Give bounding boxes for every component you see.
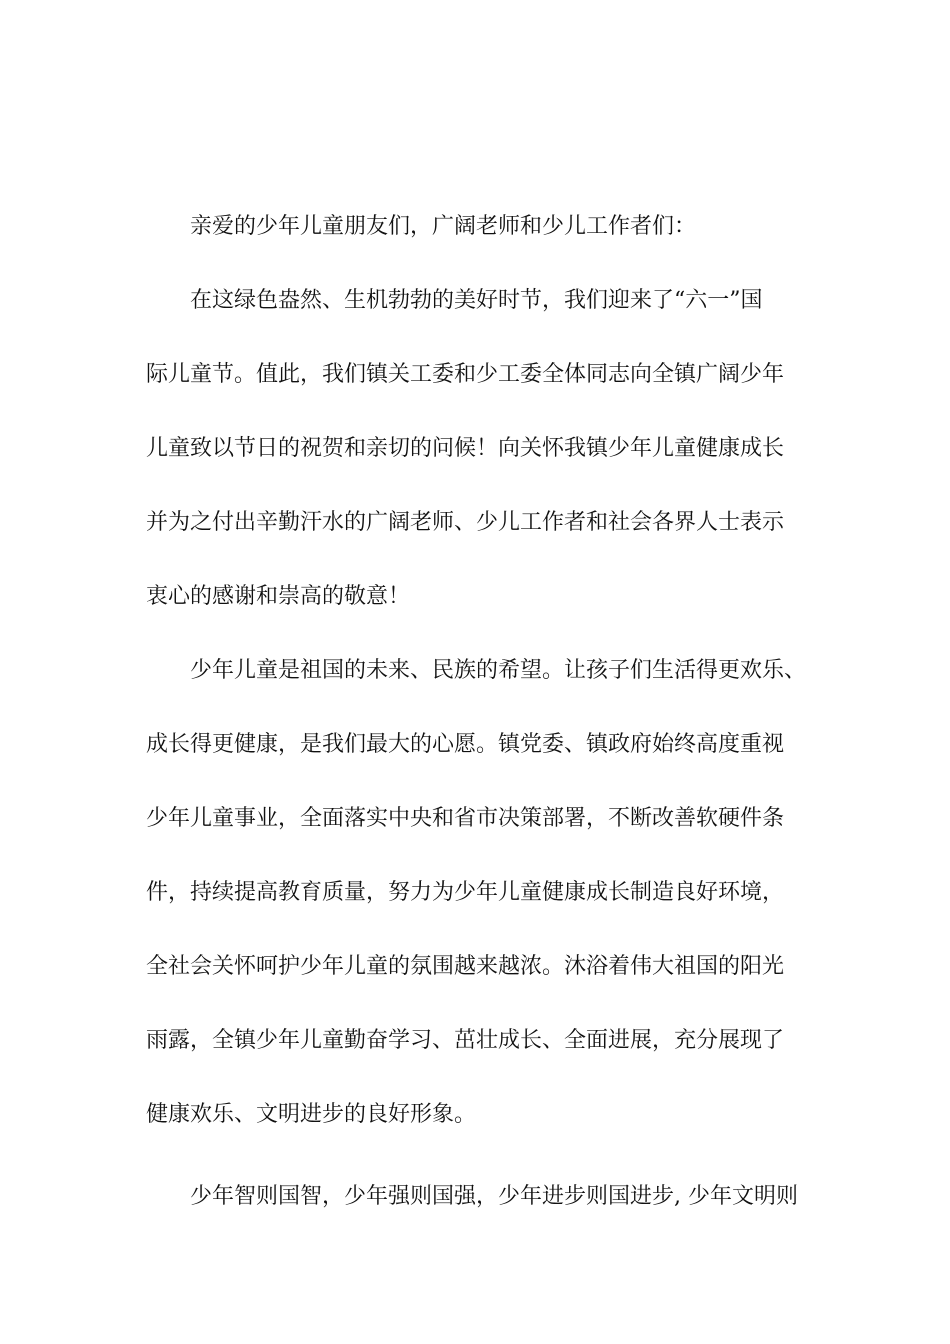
paragraph-3-line-1: 少年智则国智，少年强则国强，少年进步则国进步, 少年文明则: [190, 1184, 798, 1209]
paragraph-1-line-2: 际儿童节。值此，我们镇关工委和少工委全体同志向全镇广阔少年: [146, 362, 785, 387]
paragraph-2-line-7: 健康欢乐、文明进步的良好形象。: [146, 1102, 477, 1127]
paragraph-1-line-3: 儿童致以节日的祝贺和亲切的问候！向关怀我镇少年儿童健康成长: [146, 436, 785, 461]
paragraph-1-line-1: 在这绿色盎然、生机勃勃的美好时节，我们迎来了“六一”国: [190, 288, 763, 313]
paragraph-2-line-4: 件，持续提高教育质量，努力为少年儿童健康成长制造良好环境，: [146, 880, 785, 905]
greeting-line: 亲爱的少年儿童朋友们，广阔老师和少儿工作者们：: [190, 214, 697, 239]
paragraph-2-line-1: 少年儿童是祖国的未来、民族的希望。让孩子们生活得更欢乐、: [190, 658, 807, 683]
paragraph-1-line-5: 衷心的感谢和崇高的敬意！: [146, 584, 411, 609]
paragraph-2-line-6: 雨露，全镇少年儿童勤奋学习、茁壮成长、全面进展，充分展现了: [146, 1028, 785, 1053]
paragraph-2-line-3: 少年儿童事业，全面落实中央和省市决策部署，不断改善软硬件条: [146, 806, 785, 831]
paragraph-1-line-4: 并为之付出辛勤汗水的广阔老师、少儿工作者和社会各界人士表示: [146, 510, 785, 535]
paragraph-2-line-2: 成长得更健康，是我们最大的心愿。镇党委、镇政府始终高度重视: [146, 732, 785, 757]
paragraph-2-line-5: 全社会关怀呵护少年儿童的氛围越来越浓。沐浴着伟大祖国的阳光: [146, 954, 785, 979]
